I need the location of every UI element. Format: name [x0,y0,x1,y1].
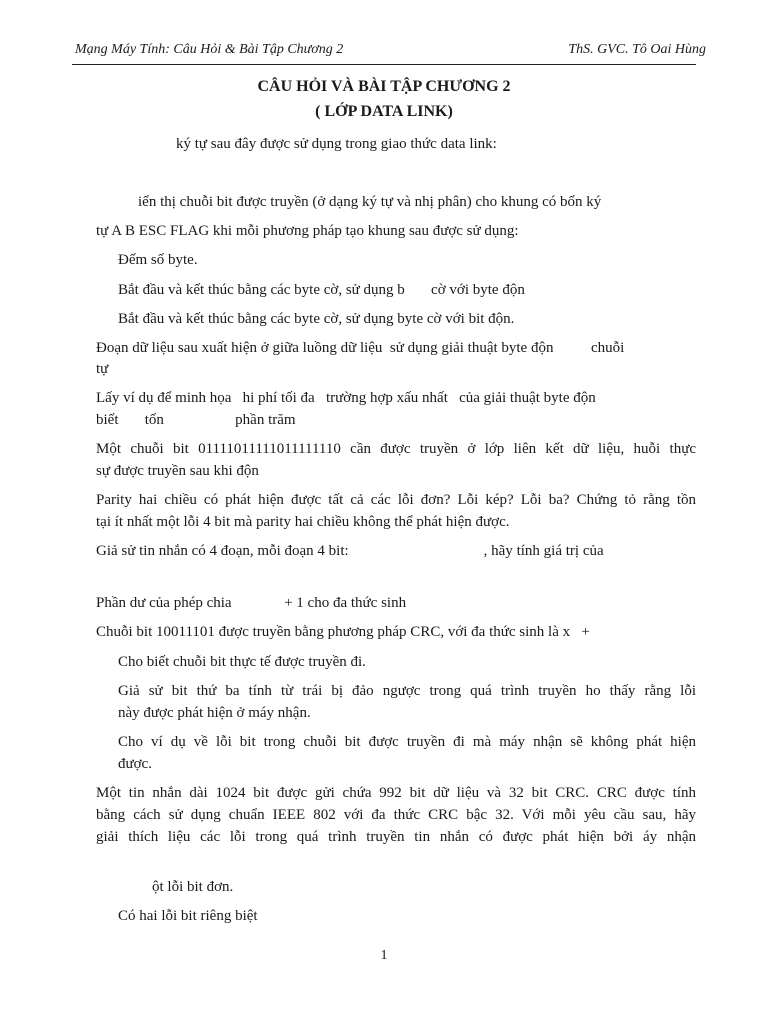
text-line: Parity hai chiều có phát hiện được tất cả các lỗi đơn? Lỗi kép? Lỗi ba? Chứng tỏ rằng tồn [96,492,696,508]
text-line: Đếm số byte. [118,252,198,268]
text-line: Giả sử bit thứ ba tính từ trái bị đảo ngược trong quá trình truyền ho thấy rằng lỗi [118,683,696,699]
text-line: này được phát hiện ở máy nhận. [118,705,311,721]
text-line: sự được truyền sau khi độn [96,463,259,479]
page-subtitle: ( LỚP DATA LINK) [315,103,453,120]
text-line: giải thích liệu các lỗi trong quá trình truyền tin nhắn có được phát hiện bởi áy nhận [96,829,696,845]
text-line: Một chuỗi bit 01111011111011111110 cần được truyền ở lớp liên kết dữ liệu, huỗi thực [96,441,696,457]
text-line: bằng cách sử dụng chuẩn IEEE 802 với đa thức CRC bậc 32. Với mỗi yêu cầu sau, hãy [96,807,696,823]
text-line: ột lỗi bit đơn. [152,879,234,895]
text-line: được. [118,756,152,772]
text-line: tại ít nhất một lỗi 4 bit mà parity hai chiều không thể phát hiện được. [96,514,510,530]
text-line: Cho biết chuỗi bit thực tế được truyền đi. [118,654,366,670]
text-line: ký tự sau đây được sử dụng trong giao thức data link: [176,136,497,152]
text-line: Cho ví dụ về lỗi bit trong chuỗi bit được truyền đi mà máy nhận sẽ không phát hiện [118,734,696,750]
text-line: Bắt đầu và kết thúc bằng các byte cờ, sử dụng byte cờ với bit độn. [118,311,515,327]
text-line: Chuỗi bit 10011101 được truyền bằng phương pháp CRC, với đa thức sinh là x + [96,624,590,640]
text-line: biết tốn phần trăm [96,412,296,428]
text-line: Lấy ví dụ để minh họa hi phí tối đa trường hợp xấu nhất của giải thuật byte độn [96,390,596,406]
header-course-title: Mạng Máy Tính: Câu Hỏi & Bài Tập Chương 2 [75,42,344,57]
text-line: Một tin nhắn dài 1024 bit được gửi chứa 992 bit dữ liệu và 32 bit CRC. CRC được tính [96,785,696,801]
text-line: Đoạn dữ liệu sau xuất hiện ở giữa luồng dữ liệu sử dụng giải thuật byte độn chuỗi [96,340,625,356]
text-line: Phần dư của phép chia + 1 cho đa thức sinh [96,595,407,611]
text-line: Giả sử tin nhắn có 4 đoạn, mỗi đoạn 4 bit: , hãy tính giá trị của [96,543,604,559]
text-line: tự A B ESC FLAG khi mỗi phương pháp tạo khung sau được sử dụng: [96,223,519,239]
text-line: tự [96,361,109,377]
text-line: Bắt đầu và kết thúc bằng các byte cờ, sử dụng b cờ với byte độn [118,282,525,298]
text-line: Có hai lỗi bit riêng biệt [118,908,258,924]
header-author: ThS. GVC. Tô Oai Hùng [568,42,706,57]
page-number: 1 [380,948,388,963]
header-divider [72,64,696,65]
page-title: CÂU HỎI VÀ BÀI TẬP CHƯƠNG 2 [257,78,511,95]
text-line: iển thị chuỗi bit được truyền (ở dạng ký tự và nhị phân) cho khung có bốn ký [138,194,602,210]
